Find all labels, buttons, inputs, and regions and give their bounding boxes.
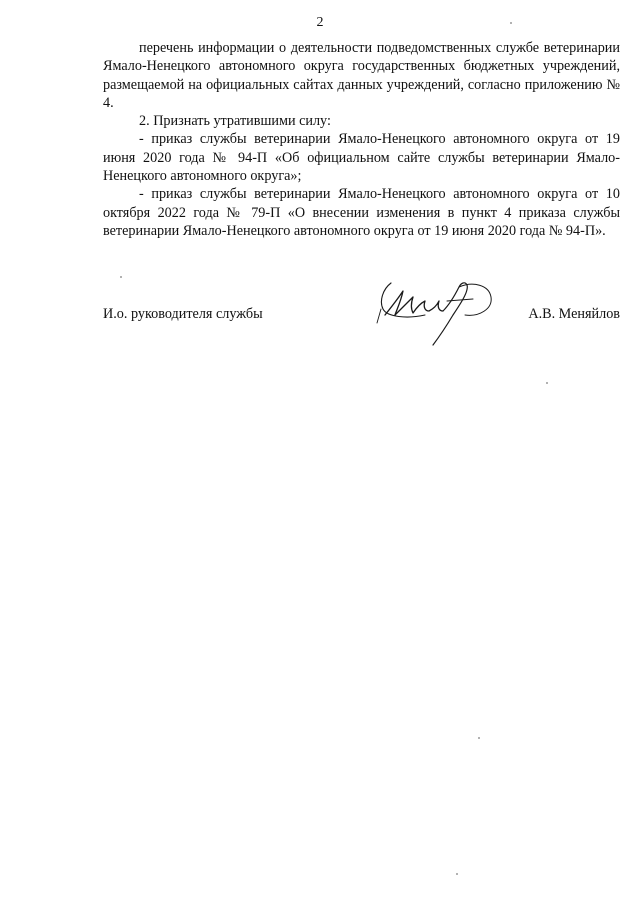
signatory-name: А.В. Меняйлов: [528, 306, 620, 322]
scan-speck: [510, 22, 512, 24]
paragraph-repealed-order-79: - приказ службы ветеринарии Ямало-Ненецкого автономного округа от 10 октября 2022 года № 79-П «О внесении изменения в пункт 4 приказа службы ветеринарии Ямало-Ненецкого автономного округа от 19 июня 2020 года № 94-П».: [103, 186, 620, 239]
signatory-position: И.о. руководителя службы: [103, 306, 263, 322]
paragraph-repealed-order-94: - приказ службы ветеринарии Ямало-Ненецкого автономного округа от 19 июня 2020 года № 94-П «Об официальном сайте службы ветеринарии Ямало-Ненецкого автономного округа»;: [103, 131, 620, 185]
paragraph-list-item-4: перечень информации о деятельности подведомственных службе ветеринарии Ямало-Ненецкого автономного округа государственных бюджетных учреждений, размещаемой на официальных сайтах данных учреждений, согласно приложению № 4.: [103, 40, 620, 111]
scan-speck: [456, 873, 458, 875]
paragraph-repeal-heading: 2. Признать утратившими силу:: [139, 113, 331, 130]
scan-speck: [478, 737, 480, 739]
page-number: 2: [316, 15, 324, 30]
signature-block: [103, 305, 620, 329]
document-body: [103, 39, 620, 240]
handwritten-signature: [373, 275, 503, 351]
scan-speck: [120, 276, 122, 278]
scan-speck: [546, 382, 548, 384]
